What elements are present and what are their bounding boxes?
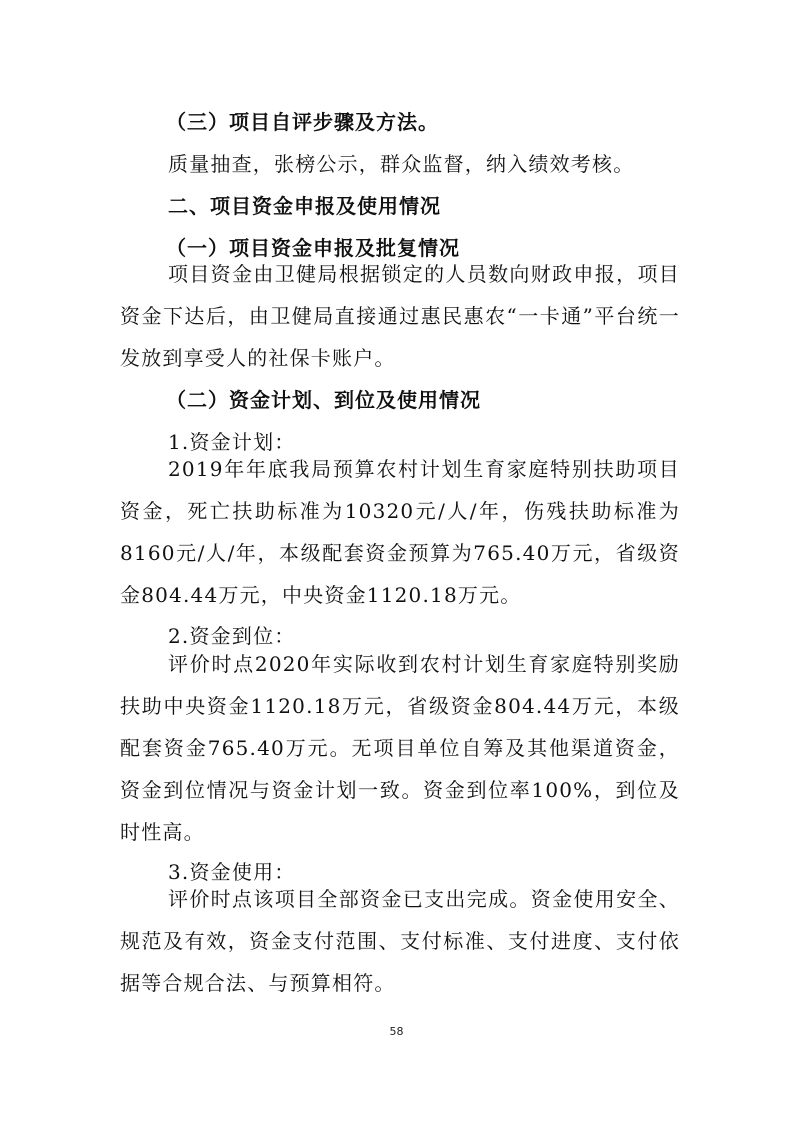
page-number: 58: [389, 1025, 404, 1038]
subsection-1-paragraph: 项目资金由卫健局根据锁定的人员数向财政申报，项目资金下达后，由卫健局直接通过惠民惠农“一卡通”平台统一发放到享受人的社保卡账户。: [120, 262, 680, 370]
subsection-1-heading: （一）项目资金申报及批复情况: [166, 236, 460, 260]
subsection-2-heading: （二）资金计划、到位及使用情况: [166, 388, 481, 412]
fund-usage-label: 3.资金使用：: [168, 860, 296, 884]
fund-arrival-label: 2.资金到位：: [168, 624, 296, 648]
fund-arrival-paragraph: 评价时点2020年实际收到农村计划生育家庭特别奖励扶助中央资金1120.18万元，省级资金804.44万元，本级配套资金765.40万元。无项目单位自筹及其他渠道资金，资金到位情况与资金计划一致。资金到位率100%，到位及时性高。: [120, 652, 680, 844]
section-3-text: 质量抽查，张榜公示，群众监督，纳入绩效考核。: [168, 152, 635, 176]
fund-plan-paragraph: 2019年年底我局预算农村计划生育家庭特别扶助项目资金，死亡扶助标准为10320元/人/年，伤残扶助标准为8160元/人/年，本级配套资金预算为765.40万元，省级资金804.44万元，中央资金1120.18万元。: [120, 457, 680, 607]
fund-plan-label: 1.资金计划：: [168, 430, 296, 454]
fund-usage-paragraph: 评价时点该项目全部资金已支出完成。资金使用安全、规范及有效，资金支付范围、支付标准、支付进度、支付依据等合规合法、与预算相符。: [120, 887, 680, 995]
section-3-heading: （三）项目自评步骤及方法。: [166, 110, 439, 134]
part-2-heading: 二、项目资金申报及使用情况: [168, 194, 441, 218]
